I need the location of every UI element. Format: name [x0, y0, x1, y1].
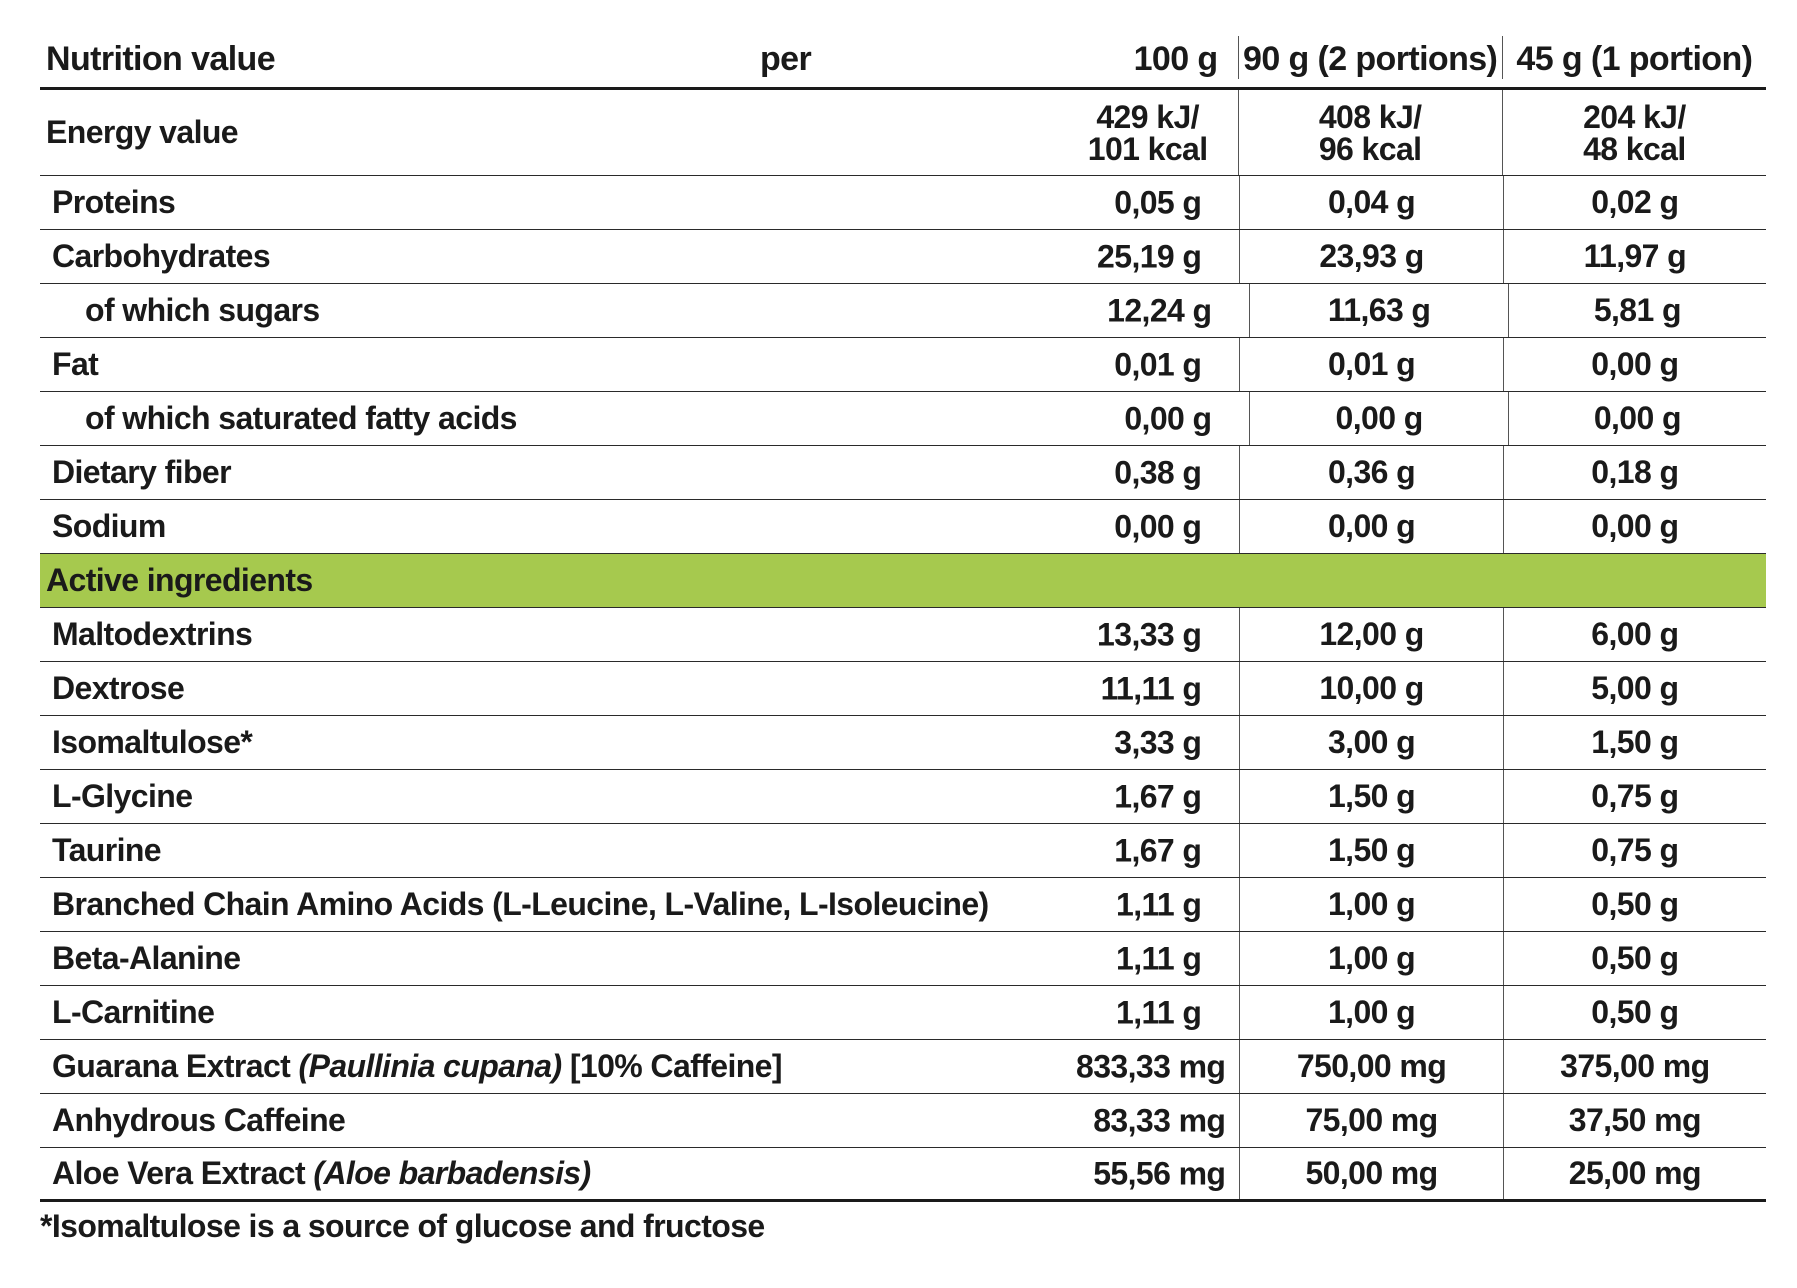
value-45: 0,00 g	[1508, 392, 1766, 445]
section-label: Active ingredients	[46, 562, 313, 598]
row-label: of which sugars	[85, 292, 320, 328]
table-row	[40, 824, 1766, 878]
value-45: 25,00 mg	[1503, 1148, 1766, 1199]
value-90: 1,00 g	[1239, 878, 1502, 931]
value-100: 55,56 mg	[1093, 1155, 1226, 1191]
value-45: 0,50 g	[1503, 932, 1766, 985]
energy-90-cell	[1238, 90, 1502, 175]
table-row	[40, 986, 1766, 1040]
value-100: 12,24 g	[1107, 292, 1212, 328]
table-header	[40, 36, 1766, 90]
value-45: 0,18 g	[1503, 446, 1766, 499]
header-per-label: per	[760, 40, 812, 78]
table-row	[40, 446, 1766, 500]
value-100: 13,33 g	[1097, 616, 1202, 652]
value-100: 1,11 g	[1116, 994, 1202, 1030]
value-45: 0,50 g	[1503, 986, 1766, 1039]
table-row	[40, 1040, 1766, 1094]
energy-90-value	[1318, 98, 1422, 167]
row-label: Isomaltulose*	[52, 724, 253, 760]
value-100: 0,38 g	[1114, 454, 1202, 490]
row-label: Proteins	[52, 184, 176, 220]
value-90: 0,36 g	[1239, 446, 1502, 499]
header-90g: 90 g (2 portions)	[1243, 40, 1498, 78]
energy-100-kj: 429 kJ/	[1096, 98, 1199, 135]
row-label-guarana	[40, 1040, 1239, 1093]
value-45: 6,00 g	[1503, 608, 1766, 661]
value-90: 50,00 mg	[1239, 1148, 1502, 1199]
energy-label-cell	[40, 90, 1238, 175]
table-row	[40, 608, 1766, 662]
value-100: 1,67 g	[1114, 832, 1202, 868]
value-45: 37,50 mg	[1503, 1094, 1766, 1147]
value-100: 11,11 g	[1100, 670, 1202, 706]
table-row	[40, 284, 1766, 338]
value-100: 1,11 g	[1116, 886, 1202, 922]
value-45: 0,75 g	[1503, 824, 1766, 877]
row-label: Maltodextrins	[52, 616, 253, 652]
table-row	[40, 770, 1766, 824]
table-row	[40, 1094, 1766, 1148]
value-45: 0,02 g	[1503, 176, 1766, 229]
value-45: 1,50 g	[1503, 716, 1766, 769]
value-100: 83,33 mg	[1093, 1102, 1226, 1138]
energy-45-kj: 204 kJ/	[1583, 98, 1686, 135]
row-label: Carbohydrates	[52, 238, 271, 274]
header-45-cell	[1502, 36, 1766, 79]
aloe-label: Aloe Vera Extract	[52, 1155, 314, 1191]
row-label: L-Glycine	[52, 778, 193, 814]
header-nutrition-label: Nutrition value	[46, 40, 276, 78]
value-45: 5,00 g	[1503, 662, 1766, 715]
guarana-latin-name: (Paullinia cupana)	[298, 1048, 562, 1084]
row-label-aloe	[40, 1148, 1239, 1199]
value-90: 750,00 mg	[1239, 1040, 1502, 1093]
row-label: Fat	[52, 346, 99, 382]
energy-100-kcal: 101 kcal	[1087, 130, 1208, 167]
table-row	[40, 500, 1766, 554]
row-label: Taurine	[52, 832, 162, 868]
aloe-latin-name: (Aloe barbadensis)	[313, 1155, 591, 1191]
energy-45-kcal: 48 kcal	[1583, 130, 1686, 167]
energy-45-value	[1583, 98, 1686, 167]
value-90: 0,04 g	[1239, 176, 1502, 229]
value-90: 1,00 g	[1239, 986, 1502, 1039]
row-label: Beta-Alanine	[52, 940, 241, 976]
energy-90-kj: 408 kJ/	[1318, 98, 1422, 135]
table-row	[40, 878, 1766, 932]
value-90: 10,00 g	[1239, 662, 1502, 715]
value-90: 0,01 g	[1239, 338, 1502, 391]
value-45: 5,81 g	[1508, 284, 1766, 337]
table-row	[40, 662, 1766, 716]
energy-90-kcal: 96 kcal	[1318, 130, 1422, 167]
energy-label: Energy value	[46, 114, 239, 150]
value-100: 3,33 g	[1114, 724, 1202, 760]
header-45g: 45 g (1 portion)	[1516, 40, 1753, 78]
value-45: 0,00 g	[1503, 500, 1766, 553]
row-label: Dextrose	[52, 670, 185, 706]
energy-45-cell	[1502, 90, 1766, 175]
table-row	[40, 176, 1766, 230]
value-90: 0,00 g	[1239, 500, 1502, 553]
header-100g: 100 g	[1133, 40, 1218, 78]
value-100: 0,00 g	[1124, 400, 1212, 436]
table-row	[40, 392, 1766, 446]
value-100: 25,19 g	[1097, 238, 1202, 274]
value-90: 1,00 g	[1239, 932, 1502, 985]
nutrition-table	[40, 36, 1766, 1202]
header-name-cell	[40, 36, 1238, 79]
table-row	[40, 1148, 1766, 1202]
table-row	[40, 716, 1766, 770]
value-100: 833,33 mg	[1076, 1048, 1226, 1084]
value-90: 3,00 g	[1239, 716, 1502, 769]
value-90: 1,50 g	[1239, 770, 1502, 823]
row-label: Dietary fiber	[52, 454, 231, 490]
header-90-cell	[1238, 36, 1502, 79]
row-label: Branched Chain Amino Acids (L-Leucine, L-Valine, L-Isoleucine)	[52, 886, 989, 922]
guarana-caffeine-note: [10% Caffeine]	[561, 1048, 782, 1084]
guarana-label: Guarana Extract	[52, 1048, 299, 1084]
value-100: 1,11 g	[1116, 940, 1202, 976]
value-90: 0,00 g	[1249, 392, 1507, 445]
energy-100-value	[1087, 98, 1208, 167]
value-100: 1,67 g	[1114, 778, 1202, 814]
value-100: 0,00 g	[1114, 508, 1202, 544]
active-ingredients-section	[40, 554, 1766, 608]
value-45: 0,00 g	[1503, 338, 1766, 391]
footnote: *Isomaltulose is a source of glucose and fructose	[40, 1208, 765, 1244]
value-45: 375,00 mg	[1503, 1040, 1766, 1093]
value-45: 11,97 g	[1503, 230, 1766, 283]
value-90: 12,00 g	[1239, 608, 1502, 661]
value-90: 23,93 g	[1239, 230, 1502, 283]
energy-row	[40, 90, 1766, 176]
row-label: of which saturated fatty acids	[85, 400, 517, 436]
row-label: L-Carnitine	[52, 994, 215, 1030]
value-90: 75,00 mg	[1239, 1094, 1502, 1147]
table-row	[40, 338, 1766, 392]
value-100: 0,05 g	[1114, 184, 1202, 220]
table-row	[40, 932, 1766, 986]
row-label: Anhydrous Caffeine	[52, 1102, 346, 1138]
table-row	[40, 230, 1766, 284]
value-90: 1,50 g	[1239, 824, 1502, 877]
value-100: 0,01 g	[1114, 346, 1202, 382]
value-45: 0,50 g	[1503, 878, 1766, 931]
row-label: Sodium	[52, 508, 166, 544]
value-90: 11,63 g	[1249, 284, 1507, 337]
value-45: 0,75 g	[1503, 770, 1766, 823]
